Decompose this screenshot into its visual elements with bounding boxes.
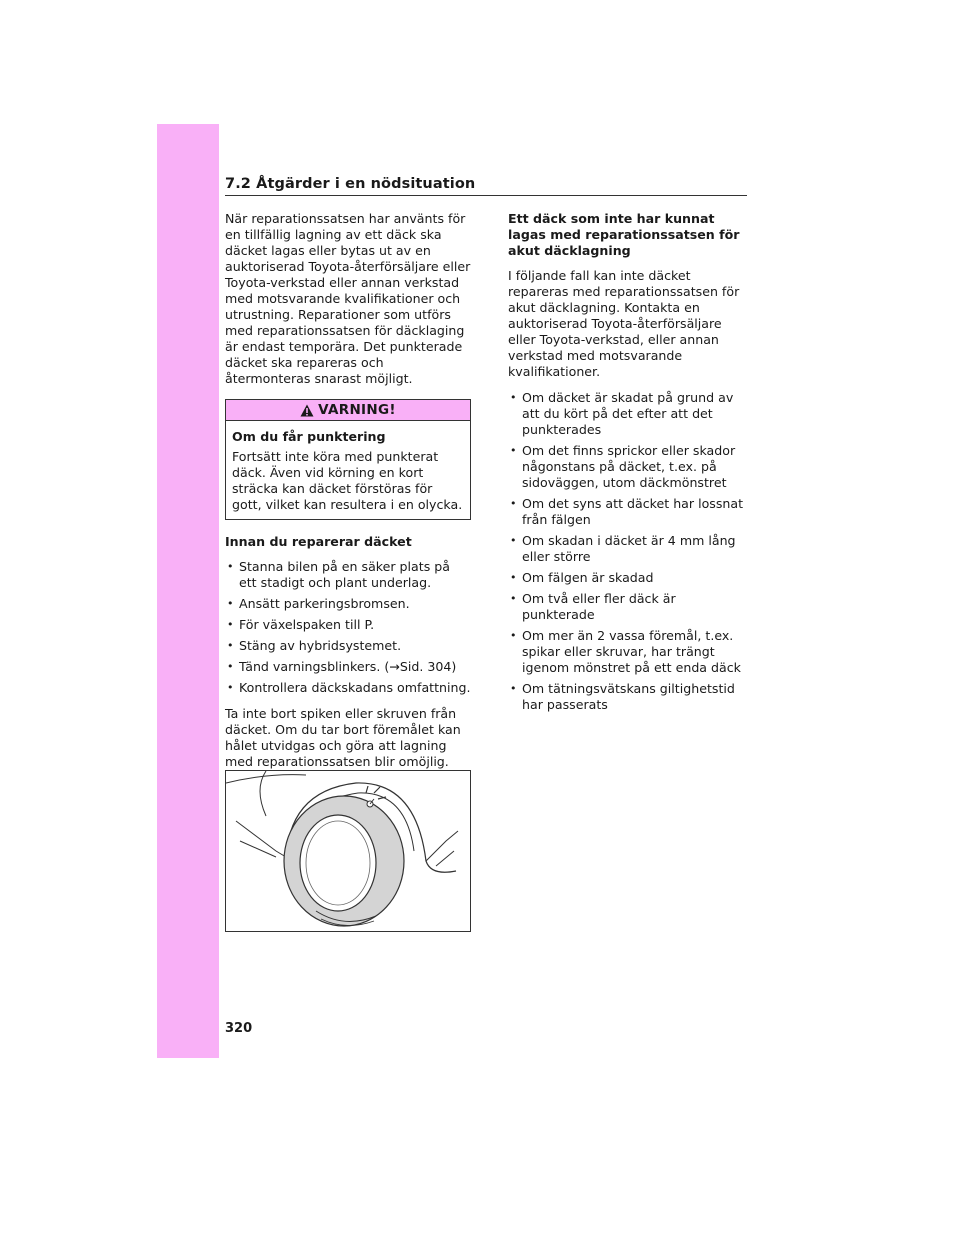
list-item: • För växelspaken till P. bbox=[225, 617, 471, 633]
section-header: 7.2 Åtgärder i en nödsituation bbox=[225, 176, 747, 196]
list-item: • Stäng av hybridsystemet. bbox=[225, 638, 471, 654]
list-item: • Om det finns sprickor eller skador någonstans på däcket, t.ex. på sidoväggen, utom däckmönstret bbox=[508, 443, 748, 491]
before-repair-list bbox=[225, 559, 471, 696]
intro-paragraph: När reparationssatsen har använts för en tillfällig lagning av ett däck ska däcket lagas eller bytas ut av en auktoriserad Toyota-återförsäljare eller Toyota-verkstad eller annan verkstad med motsvarande kvalifikationer och utrustning. Reparationer som utförs med reparationssatsen för däcklaging är endast temporära. Det punkterade däcket ska repareras och återmonteras snarast möjligt. bbox=[225, 211, 471, 386]
list-item: • Om skadan i däcket är 4 mm lång eller större bbox=[508, 533, 748, 565]
tire-illustration bbox=[225, 770, 471, 932]
warning-label: VARNING! bbox=[318, 402, 396, 418]
unrepairable-intro: I följande fall kan inte däcket repareras med reparationssatsen för akut däcklagning. Kontakta en auktoriserad Toyota-återförsäljare eller Toyota-verkstad, eller annan verkstad med motsvarande kvalifikationer. bbox=[508, 268, 740, 379]
list-item: • Om två eller fler däck är punkterade bbox=[508, 591, 748, 623]
warning-title: Om du får punktering bbox=[232, 429, 386, 444]
unrepairable-heading: Ett däck som inte har kunnat lagas med reparationssatsen för akut däcklagning bbox=[508, 211, 740, 258]
warning-triangle-icon bbox=[300, 404, 314, 417]
list-item: • Om däcket är skadat på grund av att du kört på det efter att det punkterades bbox=[508, 390, 748, 438]
chapter-side-tab bbox=[157, 124, 219, 1058]
left-column bbox=[225, 211, 471, 780]
list-item: • Om tätningsvätskans giltighetstid har passerats bbox=[508, 681, 748, 713]
list-item: • Tänd varningsblinkers. (→Sid. 304) bbox=[225, 659, 471, 675]
warning-header bbox=[226, 400, 470, 421]
list-item: • Kontrollera däckskadans omfattning. bbox=[225, 680, 471, 696]
list-item: • Om mer än 2 vassa föremål, t.ex. spikar eller skruvar, har trängt igenom mönstret på ett enda däck bbox=[508, 628, 748, 676]
nail-warning-paragraph: Ta inte bort spiken eller skruven från däcket. Om du tar bort föremålet kan hålet utvidgas och göra att lagning med reparationssatsen blir omöjlig. bbox=[225, 706, 461, 769]
list-item: • Om fälgen är skadad bbox=[508, 570, 748, 586]
punctured-tire-drawing bbox=[226, 771, 470, 931]
warning-body bbox=[226, 421, 470, 519]
warning-box bbox=[225, 399, 471, 520]
page-number: 320 bbox=[225, 1021, 253, 1036]
unrepairable-list bbox=[508, 390, 748, 713]
list-item: • Stanna bilen på en säker plats på ett stadigt och plant underlag. bbox=[225, 559, 471, 591]
warning-text: Fortsätt inte köra med punkterat däck. Även vid körning en kort sträcka kan däcket förstöras för gott, vilket kan resultera i en olycka. bbox=[232, 449, 463, 512]
list-item: • Om det syns att däcket har lossnat från fälgen bbox=[508, 496, 748, 528]
before-repair-heading: Innan du reparerar däcket bbox=[225, 534, 412, 549]
list-item: • Ansätt parkeringsbromsen. bbox=[225, 596, 471, 612]
right-column bbox=[508, 211, 748, 723]
